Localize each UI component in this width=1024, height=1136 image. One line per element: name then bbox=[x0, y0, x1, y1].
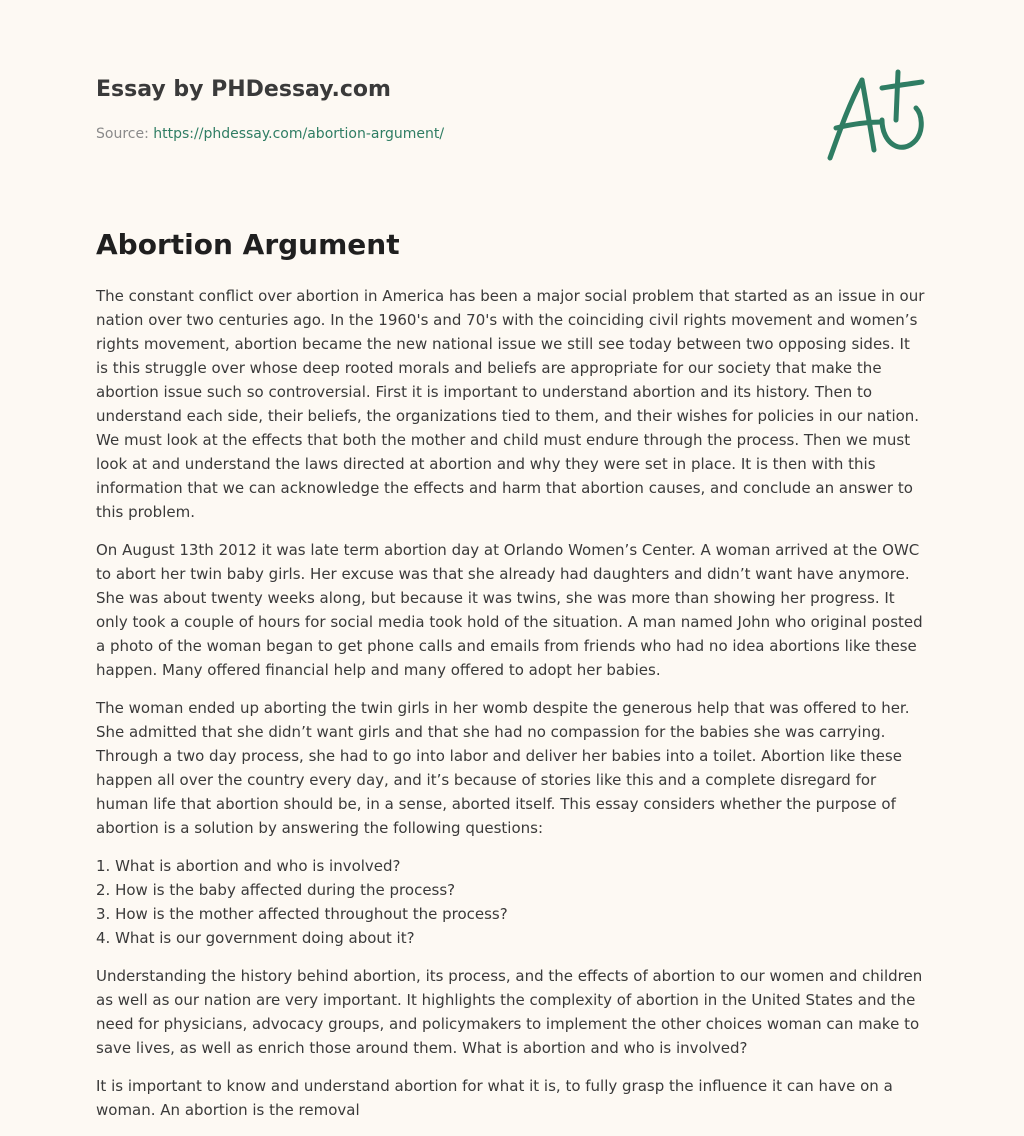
paragraph: On August 13th 2012 it was late term abortion day at Orlando Women’s Center. A woman arrived at the OWC to abort her twin baby girls. Her excuse was that she already had daughters and didn’t want have anymore. She was about twenty weeks along, but because it was twins, she was more than showing her progress. It only took a couple of hours for social media took hold of the situation. A man named John who original posted a photo of the woman began to get phone calls and emails from friends who had no idea abortions like these happen. Many offered financial help and many offered to adopt her babies. bbox=[96, 541, 923, 679]
list-item: 3. How is the mother affected throughout the process? bbox=[96, 905, 508, 923]
list-item: 2. How is the baby affected during the process? bbox=[96, 881, 456, 899]
a-plus-logo-icon bbox=[822, 66, 926, 166]
questions-list bbox=[96, 854, 926, 950]
paragraph: The constant conflict over abortion in America has been a major social problem that started as an issue in our nation over two centuries ago. In the 1960's and 70's with the coinciding civil rights movement and women’s rights movement, abortion became the new national issue we still see today between two opposing sides. It is this struggle over whose deep rooted morals and beliefs are appropriate for our society that make the abortion issue such so controversial. First it is important to understand abortion and its history. Then to understand each side, their beliefs, the organizations tied to them, and their wishes for policies in our nation. We must look at the effects that both the mother and child must endure through the process. Then we must look at and understand the laws directed at abortion and why they were set in place. It is then with this information that we can acknowledge the effects and harm that abortion causes, and conclude an answer to this problem. bbox=[96, 287, 925, 521]
list-item: 1. What is abortion and who is involved? bbox=[96, 857, 401, 875]
essay-header bbox=[96, 74, 796, 144]
essay-title: Abortion Argument bbox=[96, 228, 400, 261]
paragraph: Understanding the history behind abortion, its process, and the effects of abortion to our women and children as well as our nation are very important. It highlights the complexity of abortion in the United States and the need for physicians, advocacy groups, and policymakers to implement the other choices woman can make to save lives, as well as enrich those around them. What is abortion and who is involved? bbox=[96, 967, 923, 1057]
brand-title: Essay by PHDessay.com bbox=[96, 77, 391, 102]
paragraph: It is important to know and understand abortion for what it is, to fully grasp the influence it can have on a woman. An abortion is the removal bbox=[96, 1077, 893, 1119]
source-line bbox=[96, 124, 796, 144]
source-link[interactable]: https://phdessay.com/abortion-argument/ bbox=[153, 126, 445, 142]
essay-body bbox=[96, 284, 926, 1136]
list-item: 4. What is our government doing about it? bbox=[96, 929, 415, 947]
paragraph: The woman ended up aborting the twin girls in her womb despite the generous help that was offered to her. She admitted that she didn’t want girls and that she had no compassion for the babies she was carrying. Through a two day process, she had to go into labor and deliver her babies into a toilet. Abortion like these happen all over the country every day, and it’s because of stories like this and a complete disregard for human life that abortion should be, in a sense, aborted itself. This essay considers whether the purpose of abortion is a solution by answering the following questions: bbox=[96, 699, 910, 837]
source-label: Source: bbox=[96, 126, 149, 142]
